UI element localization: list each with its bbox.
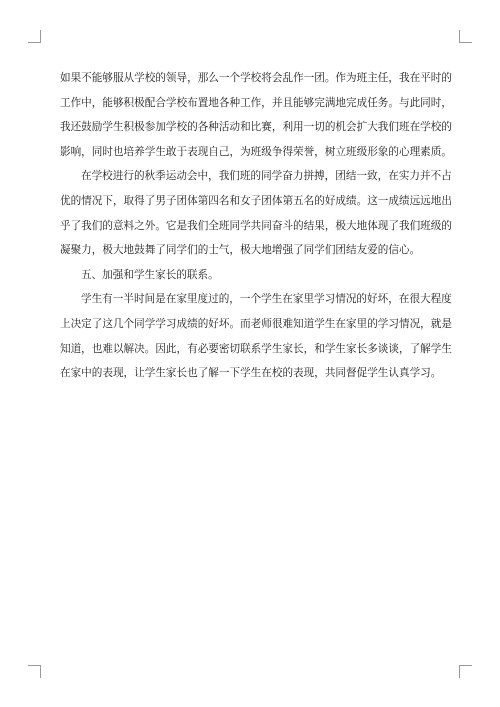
section-heading	[60, 263, 440, 288]
crop-mark-top-right	[459, 30, 472, 43]
paragraph	[60, 287, 452, 385]
crop-mark-top-left	[28, 30, 41, 43]
document-body	[60, 66, 452, 386]
text-line: 工作中，能够积极配合学校布置地各种工作，并且能够完满地完成任务。与此同时，	[60, 96, 452, 109]
paragraph	[60, 164, 452, 262]
text-line: 凝聚力，极大地鼓舞了同学们的士气，极大地增强了同学们团结友爱的信心。	[60, 244, 421, 257]
text-line: 上决定了这几个同学学习成绩的好坏。而老师很难知道学生在家里的学习情况，就是	[60, 317, 452, 330]
text-line: 乎了我们的意料之外。它是我们全班同学共同奋斗的结果，极大地体现了我们班级的	[60, 219, 452, 232]
text-line: 五、加强和学生家长的联系。	[81, 268, 219, 281]
text-line: 在家中的表现，让学生家长也了解一下学生在校的表现，共同督促学生认真学习。	[60, 367, 442, 380]
text-line: 影响，同时也培养学生敢于表现自己，为班级争得荣誉，树立班级形象的心理素质。	[60, 145, 452, 158]
text-line: 在学校进行的秋季运动会中，我们班的同学奋力拼搏，团结一致，在实力并不占	[81, 170, 452, 183]
text-line: 学生有一半时间是在家里度过的，一个学生在家里学习情况的好坏，在很大程度	[81, 293, 452, 306]
text-line: 如果不能够服从学校的领导，那么一个学校将会乱作一团。作为班主任，我在平时的	[60, 72, 452, 84]
text-line: 优的情况下，取得了男子团体第四名和女子团体第五名的好成绩。这一成绩远远地出	[60, 194, 452, 207]
text-line: 知道，也难以解决。因此，有必要密切联系学生家长，和学生家长多谈谈，了解学生	[60, 342, 452, 355]
crop-mark-bottom-left	[28, 665, 41, 678]
paragraph	[60, 66, 452, 164]
crop-mark-bottom-right	[459, 665, 472, 678]
text-line: 我还鼓励学生积极参加学校的各种活动和比赛，利用一切的机会扩大我们班在学校的	[60, 121, 452, 134]
